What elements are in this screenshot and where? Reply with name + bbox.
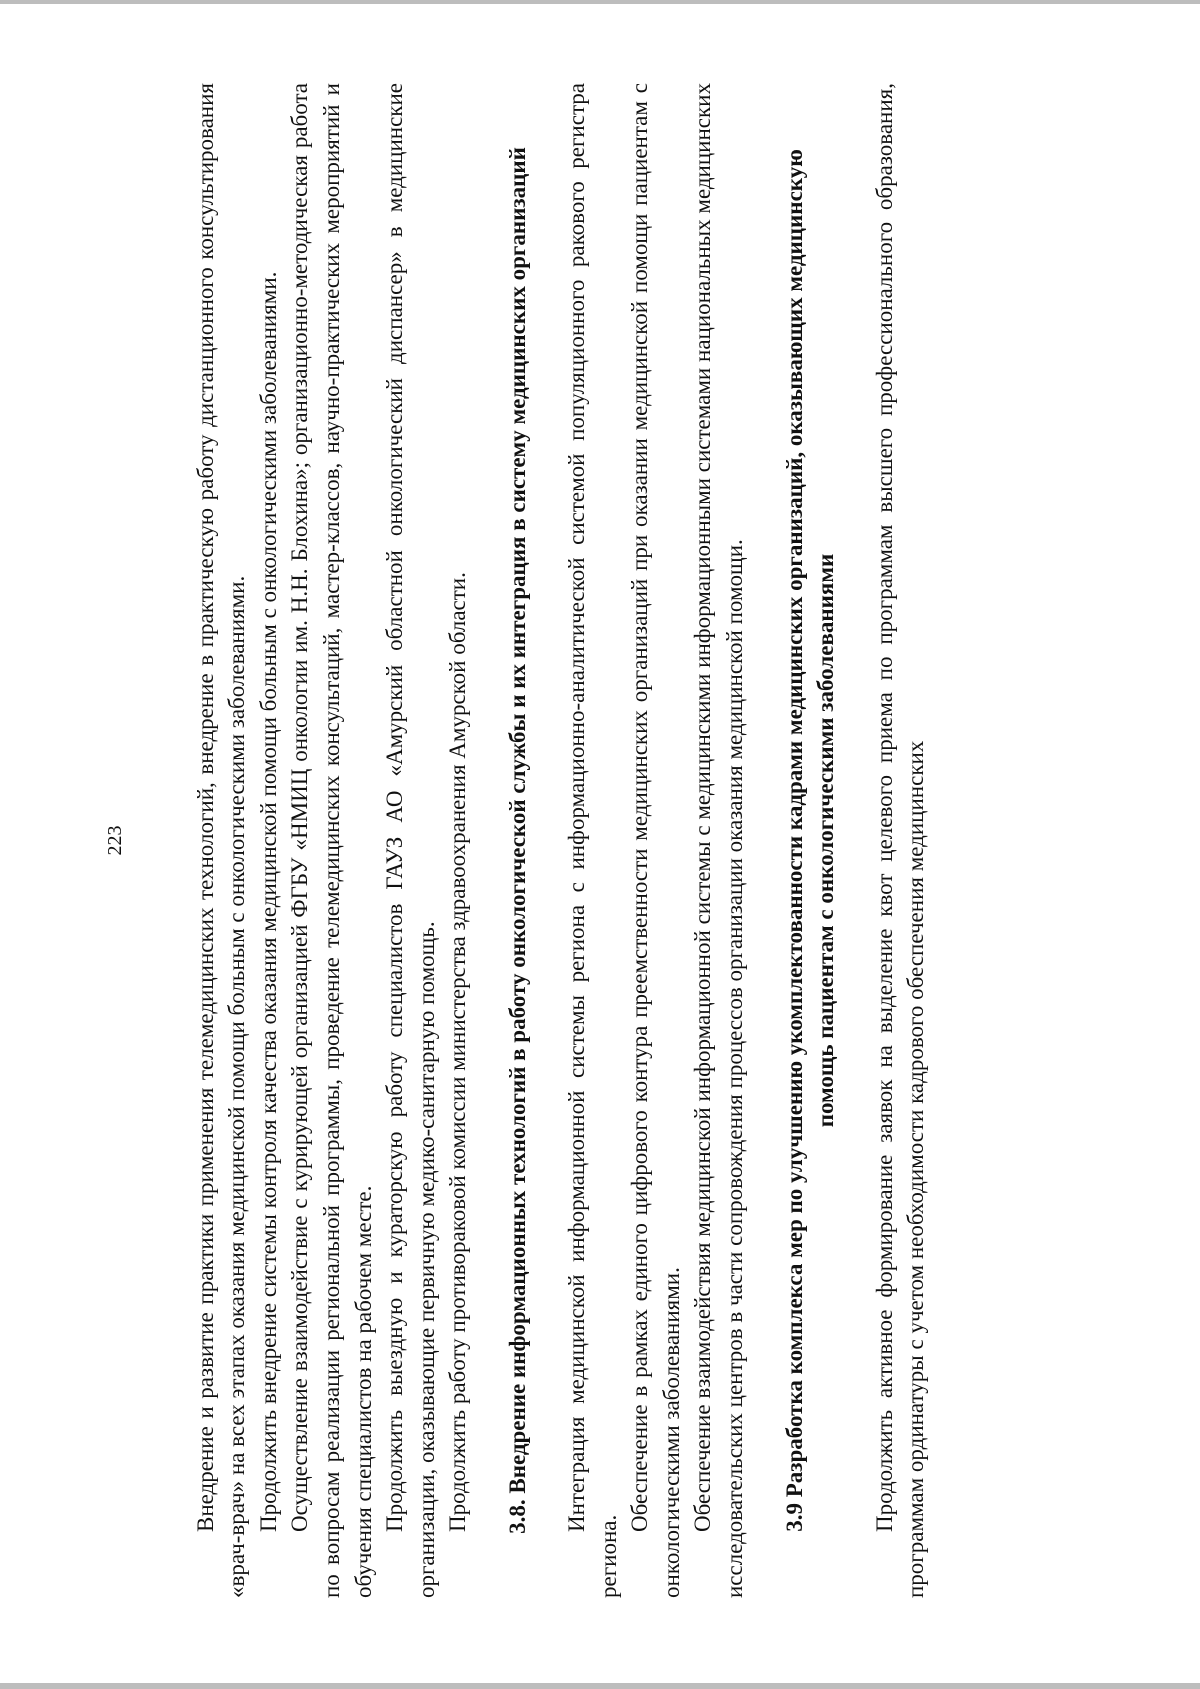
paragraph-mis-integration: Интеграция медицинской информационной системы региона с информационно-аналитической системой популяционного ракового регистра региона. (563, 83, 621, 1598)
paragraph-nmic-interaction: Обеспечение взаимодействия медицинской информационной системы с медицинскими информационными системами национальных медицинских исследовательских центров в части сопровождения процессов организации оказания медицинской помощи. (690, 83, 747, 1598)
paragraph-quality-control: Продолжить внедрение системы контроля качества оказания медицинской помощи больным с онкологическими заболеваниями. (255, 271, 281, 1532)
page-number: 223 (104, 825, 126, 856)
paragraph-anticancer-commission: Продолжить работу противораковой комиссии министерства здравоохранения Амурской области. (445, 572, 471, 1532)
paragraph-field-work: Продолжить выездную и кураторскую работу специалистов ГАУЗ АО «Амурский областной онкологический диспансер» в медицинские организации, оказывающие первичную медико-санитарную помощь. (382, 83, 439, 1598)
paragraph-telemedicine: Внедрение и развитие практики применения телемедицинских технологий, внедрение в практическую работу дистанционного консультирования «врач-врач» на всех этапах оказания медицинской помощи больным с онкологическими заболеваниями. (192, 83, 250, 1598)
document-page (0, 4, 1200, 1683)
section-3-8-heading: 3.8. Внедрение информационных технологий в работу онкологической службы и их интеграция в систему медицинских организаций (504, 147, 530, 1534)
section-3-9-heading: 3.9 Разработка комплекса мер по улучшению укомплектованности кадрами медицинских организаций, оказывающих медицинскую помощь пациентам с онкологическими заболеваниями (781, 149, 838, 1532)
paragraph-digital-contour: Обеспечение в рамках единого цифрового контура преемственности медицинских организаций при оказании медицинской помощи пациентам с онкологическими заболеваниями. (627, 83, 684, 1598)
paragraph-blokhin-cooperation: Осуществление взаимодействие с курирующей организацией ФГБУ «НМИЦ онкологии им. Н.Н. Блохина»; организационно-методическая работа по вопросам реализации региональной программы, проведение телемедицинских консультаций, мастер-классов, научно-практических мероприятий и обучения специалистов на рабочем месте. (287, 83, 376, 1598)
page-body (100, 83, 932, 1598)
rotated-page-content (0, 4, 1200, 1683)
paragraph-target-quotas: Продолжить активное формирование заявок на выделение квот целевого приема по программам высшего профессионального образования, программам ординатуры с учетом необходимости кадрового обеспечения медицинских (871, 83, 929, 1598)
